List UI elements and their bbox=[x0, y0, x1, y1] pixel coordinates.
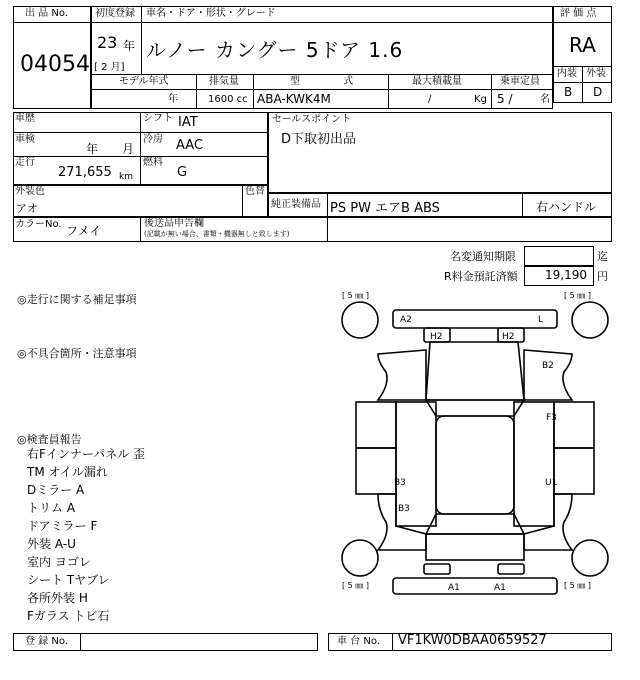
wheel-rear-right bbox=[572, 540, 608, 576]
color-change-label: 色替 bbox=[245, 186, 265, 197]
recycle-label: R料金預託済額 bbox=[444, 270, 518, 283]
capacity-label: 乗車定員 bbox=[500, 76, 540, 87]
front-door-left bbox=[356, 402, 396, 448]
divider bbox=[140, 217, 141, 242]
reg-no-label: 登 録 No. bbox=[25, 636, 68, 647]
list-item: ドアミラー F bbox=[27, 519, 98, 533]
chassis-value: VF1KW0DBAA0659527 bbox=[398, 633, 547, 648]
damage-mark: A2 bbox=[400, 315, 412, 325]
front-door-right bbox=[554, 402, 594, 448]
back-door bbox=[426, 534, 524, 560]
divider bbox=[242, 185, 243, 217]
rear-bumper bbox=[393, 578, 557, 594]
capacity-unit: 名 bbox=[540, 94, 550, 105]
divider bbox=[253, 74, 254, 109]
list-item: シート Tヤブレ bbox=[27, 573, 110, 587]
list-item: Fガラス トビ石 bbox=[27, 609, 110, 623]
front-fender-left bbox=[378, 350, 426, 400]
sales-point-label: セールスポイント bbox=[272, 114, 352, 125]
inspection-month-unit: 月 bbox=[122, 142, 135, 156]
defects-heading: ◎不具合箇所・注意事項 bbox=[17, 347, 137, 360]
divider bbox=[91, 89, 553, 90]
capacity-value: 5 / bbox=[497, 92, 513, 106]
interior-label: 内装 bbox=[557, 68, 577, 79]
list-item: トリム A bbox=[27, 501, 76, 515]
list-item: 室内 ヨゴレ bbox=[27, 555, 91, 569]
tail-light-left bbox=[424, 564, 450, 574]
aftermarket-label: 後送品申告欄 bbox=[144, 218, 204, 229]
first-reg-year-unit: 年 bbox=[123, 39, 136, 53]
rear-door-right bbox=[554, 448, 594, 494]
shift-label: シフト bbox=[143, 113, 173, 124]
damage-mark: B3 bbox=[398, 504, 410, 514]
aftermarket-note: (記載が無い場合、書類・機器無しと致します) bbox=[144, 230, 290, 238]
rating-label: 評 価 点 bbox=[560, 8, 597, 19]
notice-box bbox=[524, 246, 594, 266]
roof bbox=[436, 416, 514, 514]
displacement-label: 排気量 bbox=[209, 76, 239, 87]
interior-grade: B bbox=[564, 85, 573, 99]
damage-mark: L bbox=[538, 315, 544, 325]
color-no-label: カラーNo. bbox=[15, 219, 62, 230]
damage-mark: A1 bbox=[494, 583, 506, 593]
notice-label: 名変通知期限 bbox=[450, 250, 516, 263]
fuel-label: 燃料 bbox=[143, 157, 163, 168]
damage-mark: A1 bbox=[448, 583, 460, 593]
recycle-value: 19,190 bbox=[545, 268, 587, 282]
divider bbox=[327, 193, 328, 217]
divider bbox=[140, 112, 141, 185]
damage-mark: B3 bbox=[394, 478, 406, 488]
windshield bbox=[426, 400, 524, 416]
max-load-label: 最大積載量 bbox=[412, 76, 462, 87]
type-value: ABA-KWK4M bbox=[257, 92, 331, 106]
sales-point-value: D下取初出品 bbox=[281, 132, 357, 147]
fuel-value: G bbox=[177, 165, 188, 180]
ac-value: AAC bbox=[176, 138, 203, 153]
list-item: 右Fインナーパネル 歪 bbox=[27, 447, 146, 461]
shift-value: IAT bbox=[178, 115, 198, 130]
divider bbox=[491, 74, 492, 109]
divider bbox=[392, 633, 393, 651]
type-label: 型 式 bbox=[290, 76, 354, 87]
divider bbox=[80, 633, 81, 651]
tire-label-front-left: [ 5 ㎜ ] bbox=[342, 291, 369, 300]
rear-window bbox=[426, 514, 524, 534]
inspector-report-heading: ◎検査員報告 bbox=[17, 433, 82, 446]
mileage-label: 走行 bbox=[15, 157, 35, 168]
front-fender-right bbox=[524, 350, 572, 400]
divider bbox=[13, 22, 91, 23]
wheel-front-left bbox=[342, 302, 378, 338]
max-load-sep: / bbox=[428, 94, 432, 105]
inspection-label: 車検 bbox=[15, 134, 35, 145]
rating-value: RA bbox=[569, 33, 596, 57]
chassis-label: 車 台 No. bbox=[337, 636, 380, 647]
rear-fender-left bbox=[378, 494, 426, 550]
max-load-unit: Kg bbox=[474, 94, 487, 105]
divider bbox=[327, 217, 328, 242]
equipment-label: 純正装備品 bbox=[271, 199, 321, 210]
color-no-value: フメイ bbox=[66, 224, 102, 238]
damage-mark: H2 bbox=[430, 332, 443, 342]
recycle-unit: 円 bbox=[597, 270, 608, 283]
history-label: 車歴 bbox=[15, 113, 35, 124]
front-bumper bbox=[393, 310, 557, 328]
list-item: TM オイル漏れ bbox=[27, 465, 108, 479]
steering-value: 右ハンドル bbox=[536, 200, 597, 214]
color-no-box bbox=[13, 217, 612, 242]
equipment-value: PS PW エアB ABS bbox=[330, 201, 440, 216]
tire-label-front-right: [ 5 ㎜ ] bbox=[564, 291, 591, 300]
damage-mark: F3 bbox=[546, 413, 557, 423]
list-item: 外装 A-U bbox=[27, 537, 76, 551]
exterior-color-box bbox=[13, 185, 268, 217]
displacement-value: 1600 cc bbox=[208, 94, 248, 105]
damage-mark: B2 bbox=[542, 361, 554, 371]
wheel-front-right bbox=[572, 302, 608, 338]
lot-number: 04054 bbox=[20, 52, 90, 77]
car-damage-diagram bbox=[338, 288, 612, 628]
mileage-unit: km bbox=[119, 172, 133, 182]
exterior-color-label: 外装色 bbox=[15, 186, 45, 197]
notice-suffix: 迄 bbox=[597, 250, 608, 263]
divider bbox=[91, 22, 553, 23]
model-year-label: モデル年式 bbox=[119, 76, 169, 87]
first-reg-year: 23 bbox=[97, 33, 118, 52]
list-item: Dミラー A bbox=[27, 483, 85, 497]
car-label: 車名・ドア・形状・グレード bbox=[146, 8, 276, 19]
damage-mark: U1 bbox=[545, 478, 558, 488]
divider bbox=[91, 74, 553, 75]
car-name: ルノー カングー 5ドア 1.6 bbox=[146, 38, 404, 62]
first-reg-month: [ 2 月] bbox=[94, 62, 125, 73]
divider bbox=[553, 22, 612, 23]
divider bbox=[522, 193, 523, 217]
divider bbox=[141, 6, 142, 74]
divider bbox=[196, 74, 197, 109]
rear-fender-right bbox=[524, 494, 572, 550]
exterior-grade: D bbox=[593, 85, 603, 99]
hood bbox=[426, 342, 524, 400]
model-year-unit: 年 bbox=[168, 94, 178, 105]
exterior-color-value: アオ bbox=[16, 202, 38, 215]
lot-label: 出 品 No. bbox=[25, 8, 68, 19]
mileage-value: 271,655 bbox=[58, 165, 112, 180]
driving-notes-heading: ◎走行に関する補足事項 bbox=[17, 293, 137, 306]
list-item: 各所外装 H bbox=[27, 591, 88, 605]
exterior-label: 外装 bbox=[586, 68, 606, 79]
tire-label-rear-left: [ 5 ㎜ ] bbox=[342, 581, 369, 590]
inspection-year-unit: 年 bbox=[86, 142, 99, 156]
tail-light-right bbox=[498, 564, 524, 574]
wheel-rear-left bbox=[342, 540, 378, 576]
damage-mark: H2 bbox=[502, 332, 515, 342]
divider bbox=[582, 66, 583, 103]
rear-door-left bbox=[356, 448, 396, 494]
first-reg-label: 初度登録 bbox=[95, 8, 135, 19]
tire-label-rear-right: [ 5 ㎜ ] bbox=[564, 581, 591, 590]
ac-label: 冷房 bbox=[143, 134, 163, 145]
divider bbox=[388, 74, 389, 109]
